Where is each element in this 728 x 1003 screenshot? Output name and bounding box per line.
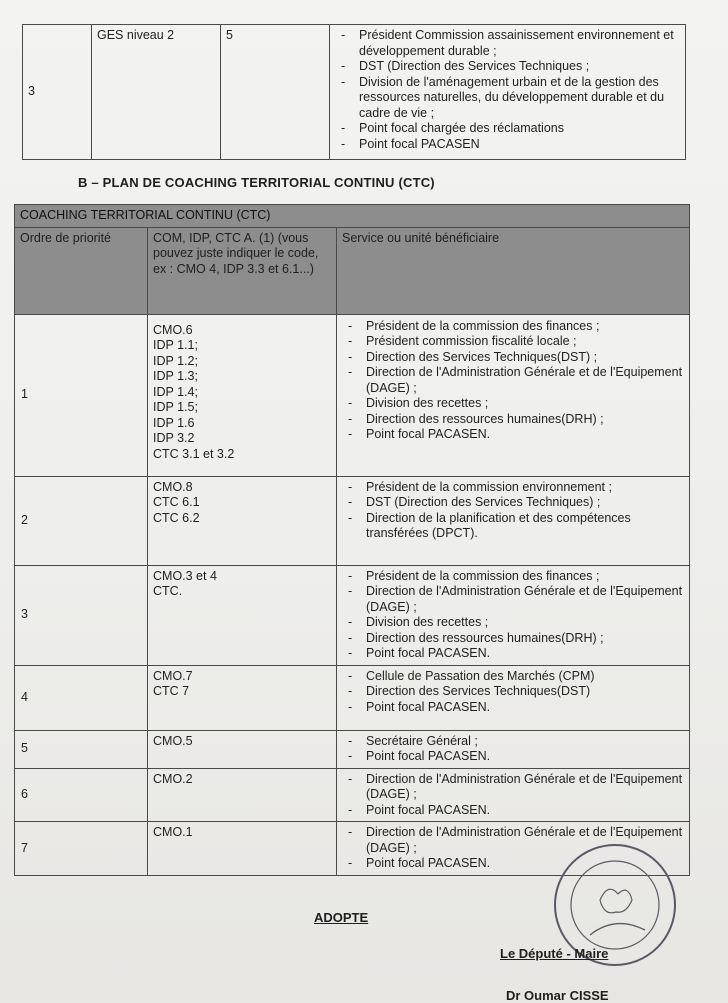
- codes-cell: [148, 768, 337, 822]
- header-service: Service ou unité bénéficiaire: [337, 227, 690, 314]
- services-cell: [337, 768, 690, 822]
- table-row: [15, 665, 690, 730]
- code-item: IDP 1.2;: [153, 353, 198, 368]
- codes-cell: [148, 565, 337, 665]
- table-row: [15, 476, 690, 565]
- list-item: - Division des recettes ;: [342, 396, 684, 412]
- codes-cell: [148, 314, 337, 476]
- rank-cell: 3: [23, 25, 92, 160]
- signatory-title: Le Député - Maire: [500, 946, 609, 961]
- table-row: [15, 565, 690, 665]
- list-item: - Président commission fiscalité locale ;: [342, 334, 684, 350]
- code-item: CTC.: [153, 584, 183, 598]
- priority-cell: 1: [15, 314, 148, 476]
- previous-table-row: [22, 24, 686, 160]
- services-list: [335, 28, 680, 152]
- code-item: CMO.5: [153, 733, 193, 748]
- list-item: - Point focal chargée des réclamations: [335, 121, 680, 137]
- list-item: - Président Commission assainissement environnement et développement durable ;: [335, 28, 680, 59]
- list-item: - Point focal PACASEN.: [342, 749, 684, 765]
- services-list: [342, 569, 684, 662]
- table-row: [15, 314, 690, 476]
- list-item: - Division de l'aménagement urbain et de la gestion des ressources naturelles, du développement durable et du cadre de vie ;: [335, 75, 680, 122]
- codes-cell: [148, 822, 337, 876]
- priority-cell: 2: [15, 476, 148, 565]
- code-item: CTC 7: [153, 684, 190, 698]
- services-cell: [330, 25, 686, 160]
- table-row: [15, 730, 690, 768]
- code-item: IDP 1.3;: [153, 369, 198, 383]
- list-item: - Direction des ressources humaines(DRH) ;: [342, 631, 684, 647]
- services-cell: [337, 314, 690, 476]
- code-item: CMO.3 et 4: [153, 568, 217, 583]
- code-item: IDP 1.4;: [153, 384, 198, 399]
- signatory-name: Dr Oumar CISSE: [506, 988, 609, 1003]
- list-item: - Point focal PACASEN.: [342, 856, 684, 872]
- header-priority: Ordre de priorité: [15, 227, 148, 314]
- list-item: - Direction de l'Administration Générale et de l'Equipement (DAGE) ;: [342, 825, 684, 856]
- list-item: - Direction des Services Techniques(DST) ;: [342, 350, 684, 366]
- priority-cell: 3: [15, 565, 148, 665]
- list-item: - Direction de l'Administration Générale et de l'Equipement (DAGE) ;: [342, 772, 684, 803]
- code-item: CMO.1: [153, 825, 193, 839]
- header-codes: COM, IDP, CTC A. (1) (vous pouvez juste indiquer le code, ex : CMO 4, IDP 3.3 et 6.1...): [148, 227, 337, 314]
- priority-cell: 4: [15, 665, 148, 730]
- list-item: - Direction des ressources humaines(DRH) ;: [342, 412, 684, 428]
- list-item: - Point focal PACASEN: [335, 137, 680, 153]
- section-title: B – PLAN DE COACHING TERRITORIAL CONTINU (CTC): [78, 175, 435, 190]
- list-item: - Direction de la planification et des compétences transférées (DPCT).: [342, 511, 684, 542]
- count-cell: 5: [221, 25, 330, 160]
- code-item: IDP 1.6: [153, 415, 195, 430]
- list-item: - Président de la commission des finances ;: [342, 569, 684, 585]
- list-item: - Point focal PACASEN.: [342, 700, 684, 716]
- list-item: - Direction des Services Techniques(DST): [342, 684, 684, 700]
- list-item: - Point focal PACASEN.: [342, 427, 684, 443]
- ctc-table: [14, 204, 690, 876]
- code-item: CMO.7: [153, 668, 193, 683]
- table-title: COACHING TERRITORIAL CONTINU (CTC): [15, 205, 690, 228]
- services-cell: [337, 665, 690, 730]
- list-item: - Président de la commission des finances ;: [342, 319, 684, 335]
- services-cell: [337, 730, 690, 768]
- code-item: CMO.8: [153, 479, 193, 494]
- code-item: CTC 3.1 et 3.2: [153, 446, 235, 461]
- code-item: CTC 6.1: [153, 495, 200, 509]
- code-item: IDP 1.1;: [153, 338, 198, 352]
- services-list: [342, 319, 684, 443]
- list-item: - Secrétaire Général ;: [342, 734, 684, 750]
- list-item: - Division des recettes ;: [342, 615, 684, 631]
- code-item: IDP 3.2: [153, 431, 195, 445]
- code-item: CMO.2: [153, 771, 193, 786]
- priority-cell: 6: [15, 768, 148, 822]
- list-item: - DST (Direction des Services Techniques) ;: [342, 495, 684, 511]
- list-item: - DST (Direction des Services Techniques ;: [335, 59, 680, 75]
- services-list: [342, 734, 684, 765]
- level-cell: GES niveau 2: [92, 25, 221, 160]
- adopted-label: ADOPTE: [314, 910, 369, 925]
- list-item: - Direction de l'Administration Générale et de l'Equipement (DAGE) ;: [342, 584, 684, 615]
- list-item: - Cellule de Passation des Marchés (CPM): [342, 669, 684, 685]
- codes-cell: [148, 665, 337, 730]
- services-list: [342, 772, 684, 819]
- codes-cell: [148, 730, 337, 768]
- priority-cell: 5: [15, 730, 148, 768]
- code-item: IDP 1.5;: [153, 400, 198, 414]
- codes-cell: [148, 476, 337, 565]
- code-item: CMO.6: [153, 322, 193, 337]
- code-item: CTC 6.2: [153, 510, 200, 525]
- list-item: - Président de la commission environnement ;: [342, 480, 684, 496]
- list-item: - Direction de l'Administration Générale et de l'Equipement (DAGE) ;: [342, 365, 684, 396]
- services-list: [342, 480, 684, 542]
- list-item: - Point focal PACASEN.: [342, 646, 684, 662]
- services-cell: [337, 476, 690, 565]
- services-cell: [337, 565, 690, 665]
- priority-cell: 7: [15, 822, 148, 876]
- table-row: [15, 768, 690, 822]
- services-list: [342, 669, 684, 716]
- list-item: - Point focal PACASEN.: [342, 803, 684, 819]
